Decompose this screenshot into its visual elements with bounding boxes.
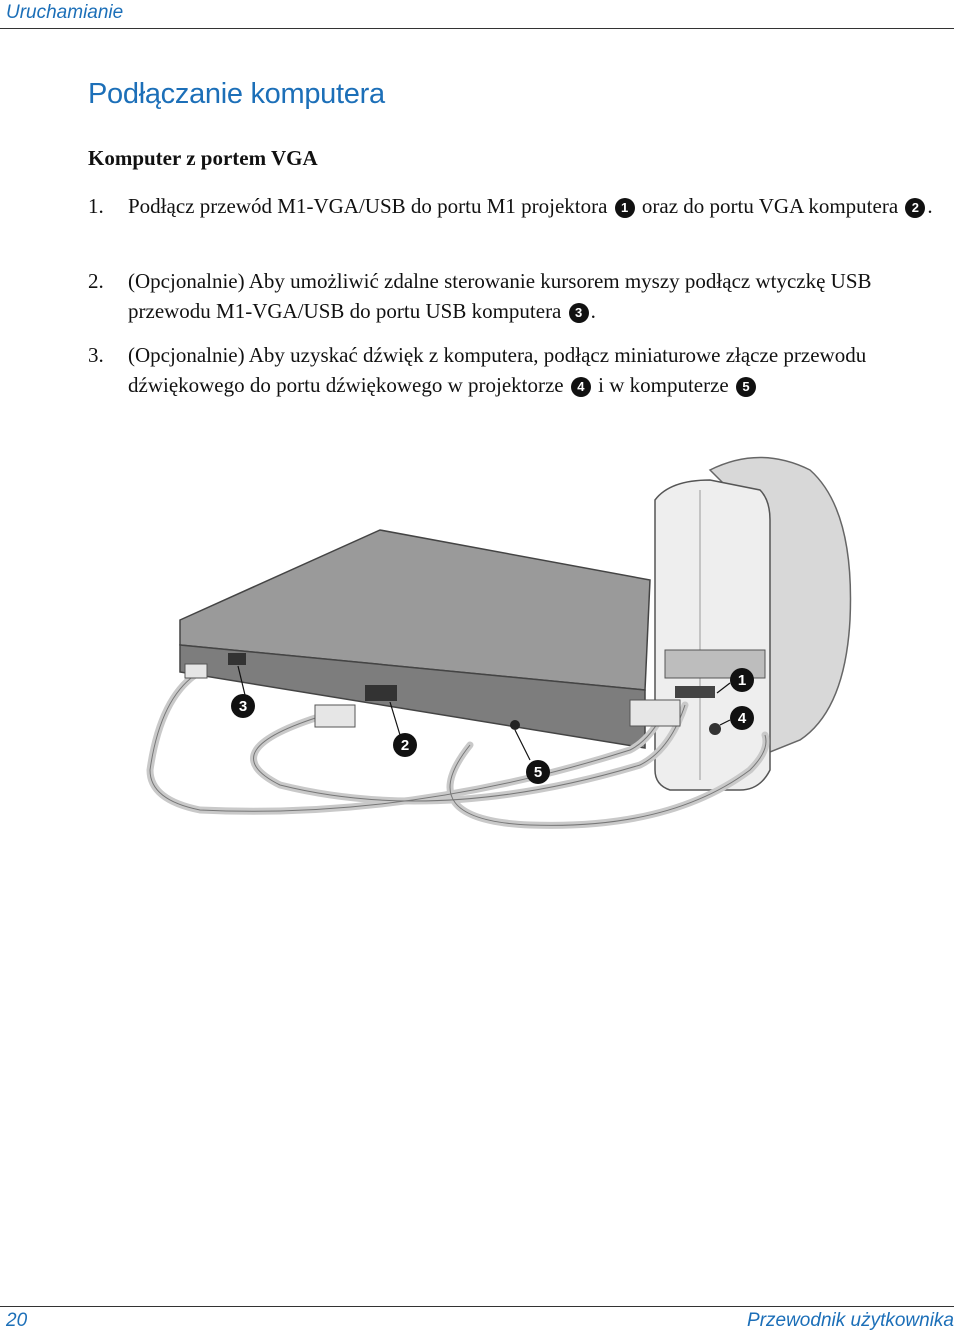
projector-m1-port xyxy=(675,686,715,698)
page-number: 20 xyxy=(6,1310,28,1331)
step-text-part: i w komputerze xyxy=(598,373,729,397)
step-text-part: . xyxy=(590,299,596,323)
callout-5-label: 5 xyxy=(533,764,543,781)
header-divider xyxy=(0,28,954,29)
callout-3 xyxy=(231,694,255,718)
step-number: 2. xyxy=(88,269,104,293)
callout-1 xyxy=(730,668,754,692)
step-number: 3. xyxy=(88,343,104,367)
callout-4-marker: 4 xyxy=(571,377,591,397)
step-text xyxy=(128,340,948,400)
step-text xyxy=(128,266,948,326)
projector xyxy=(655,458,851,791)
vga-plug xyxy=(315,705,355,727)
callout-5 xyxy=(526,760,550,784)
laptop-audio-port xyxy=(510,720,520,730)
guide-title: Przewodnik użytkownika xyxy=(747,1310,954,1331)
callout-3-marker: 3 xyxy=(569,303,589,323)
footer-divider xyxy=(0,1306,954,1307)
running-header: Uruchamianie xyxy=(6,2,124,23)
projector-audio-port xyxy=(709,723,721,735)
callout-2-marker: 2 xyxy=(905,198,925,218)
step-1 xyxy=(88,191,948,221)
page-title: Podłączanie komputera xyxy=(88,78,385,110)
step-text-part: Podłącz przewód M1-VGA/USB do portu M1 projektora xyxy=(128,194,608,218)
laptop-vga-port xyxy=(365,685,397,701)
callout-1-label: 1 xyxy=(737,672,747,689)
m1-plug xyxy=(630,700,680,726)
step-text-part: oraz do portu VGA komputera xyxy=(641,194,899,218)
callout-1-marker: 1 xyxy=(615,198,635,218)
step-text-part: (Opcjonalnie) Aby umożliwić zdalne sterowanie kursorem myszy podłącz wtyczkę USB przewodu M1-VGA/USB do portu USB komputera xyxy=(128,269,872,323)
step-text xyxy=(128,191,948,221)
laptop-usb-port xyxy=(228,653,246,665)
callout-4 xyxy=(730,706,754,730)
step-3 xyxy=(88,340,948,400)
section-subheading: Komputer z portem VGA xyxy=(88,146,318,170)
callout-2 xyxy=(393,733,417,757)
callout-3-label: 3 xyxy=(238,698,248,715)
step-text-part: . xyxy=(927,194,933,218)
step-number: 1. xyxy=(88,194,104,218)
callout-4-label: 4 xyxy=(737,710,747,727)
step-text-part: (Opcjonalnie) Aby uzyskać dźwięk z komputera, podłącz miniaturowe złącze przewodu dźwiękowego do portu dźwiękowego w projektorze xyxy=(128,343,867,397)
usb-plug xyxy=(185,664,207,678)
callout-2-label: 2 xyxy=(400,737,410,754)
connection-illustration xyxy=(110,440,870,840)
step-2 xyxy=(88,266,948,326)
callout-5-marker: 5 xyxy=(736,377,756,397)
